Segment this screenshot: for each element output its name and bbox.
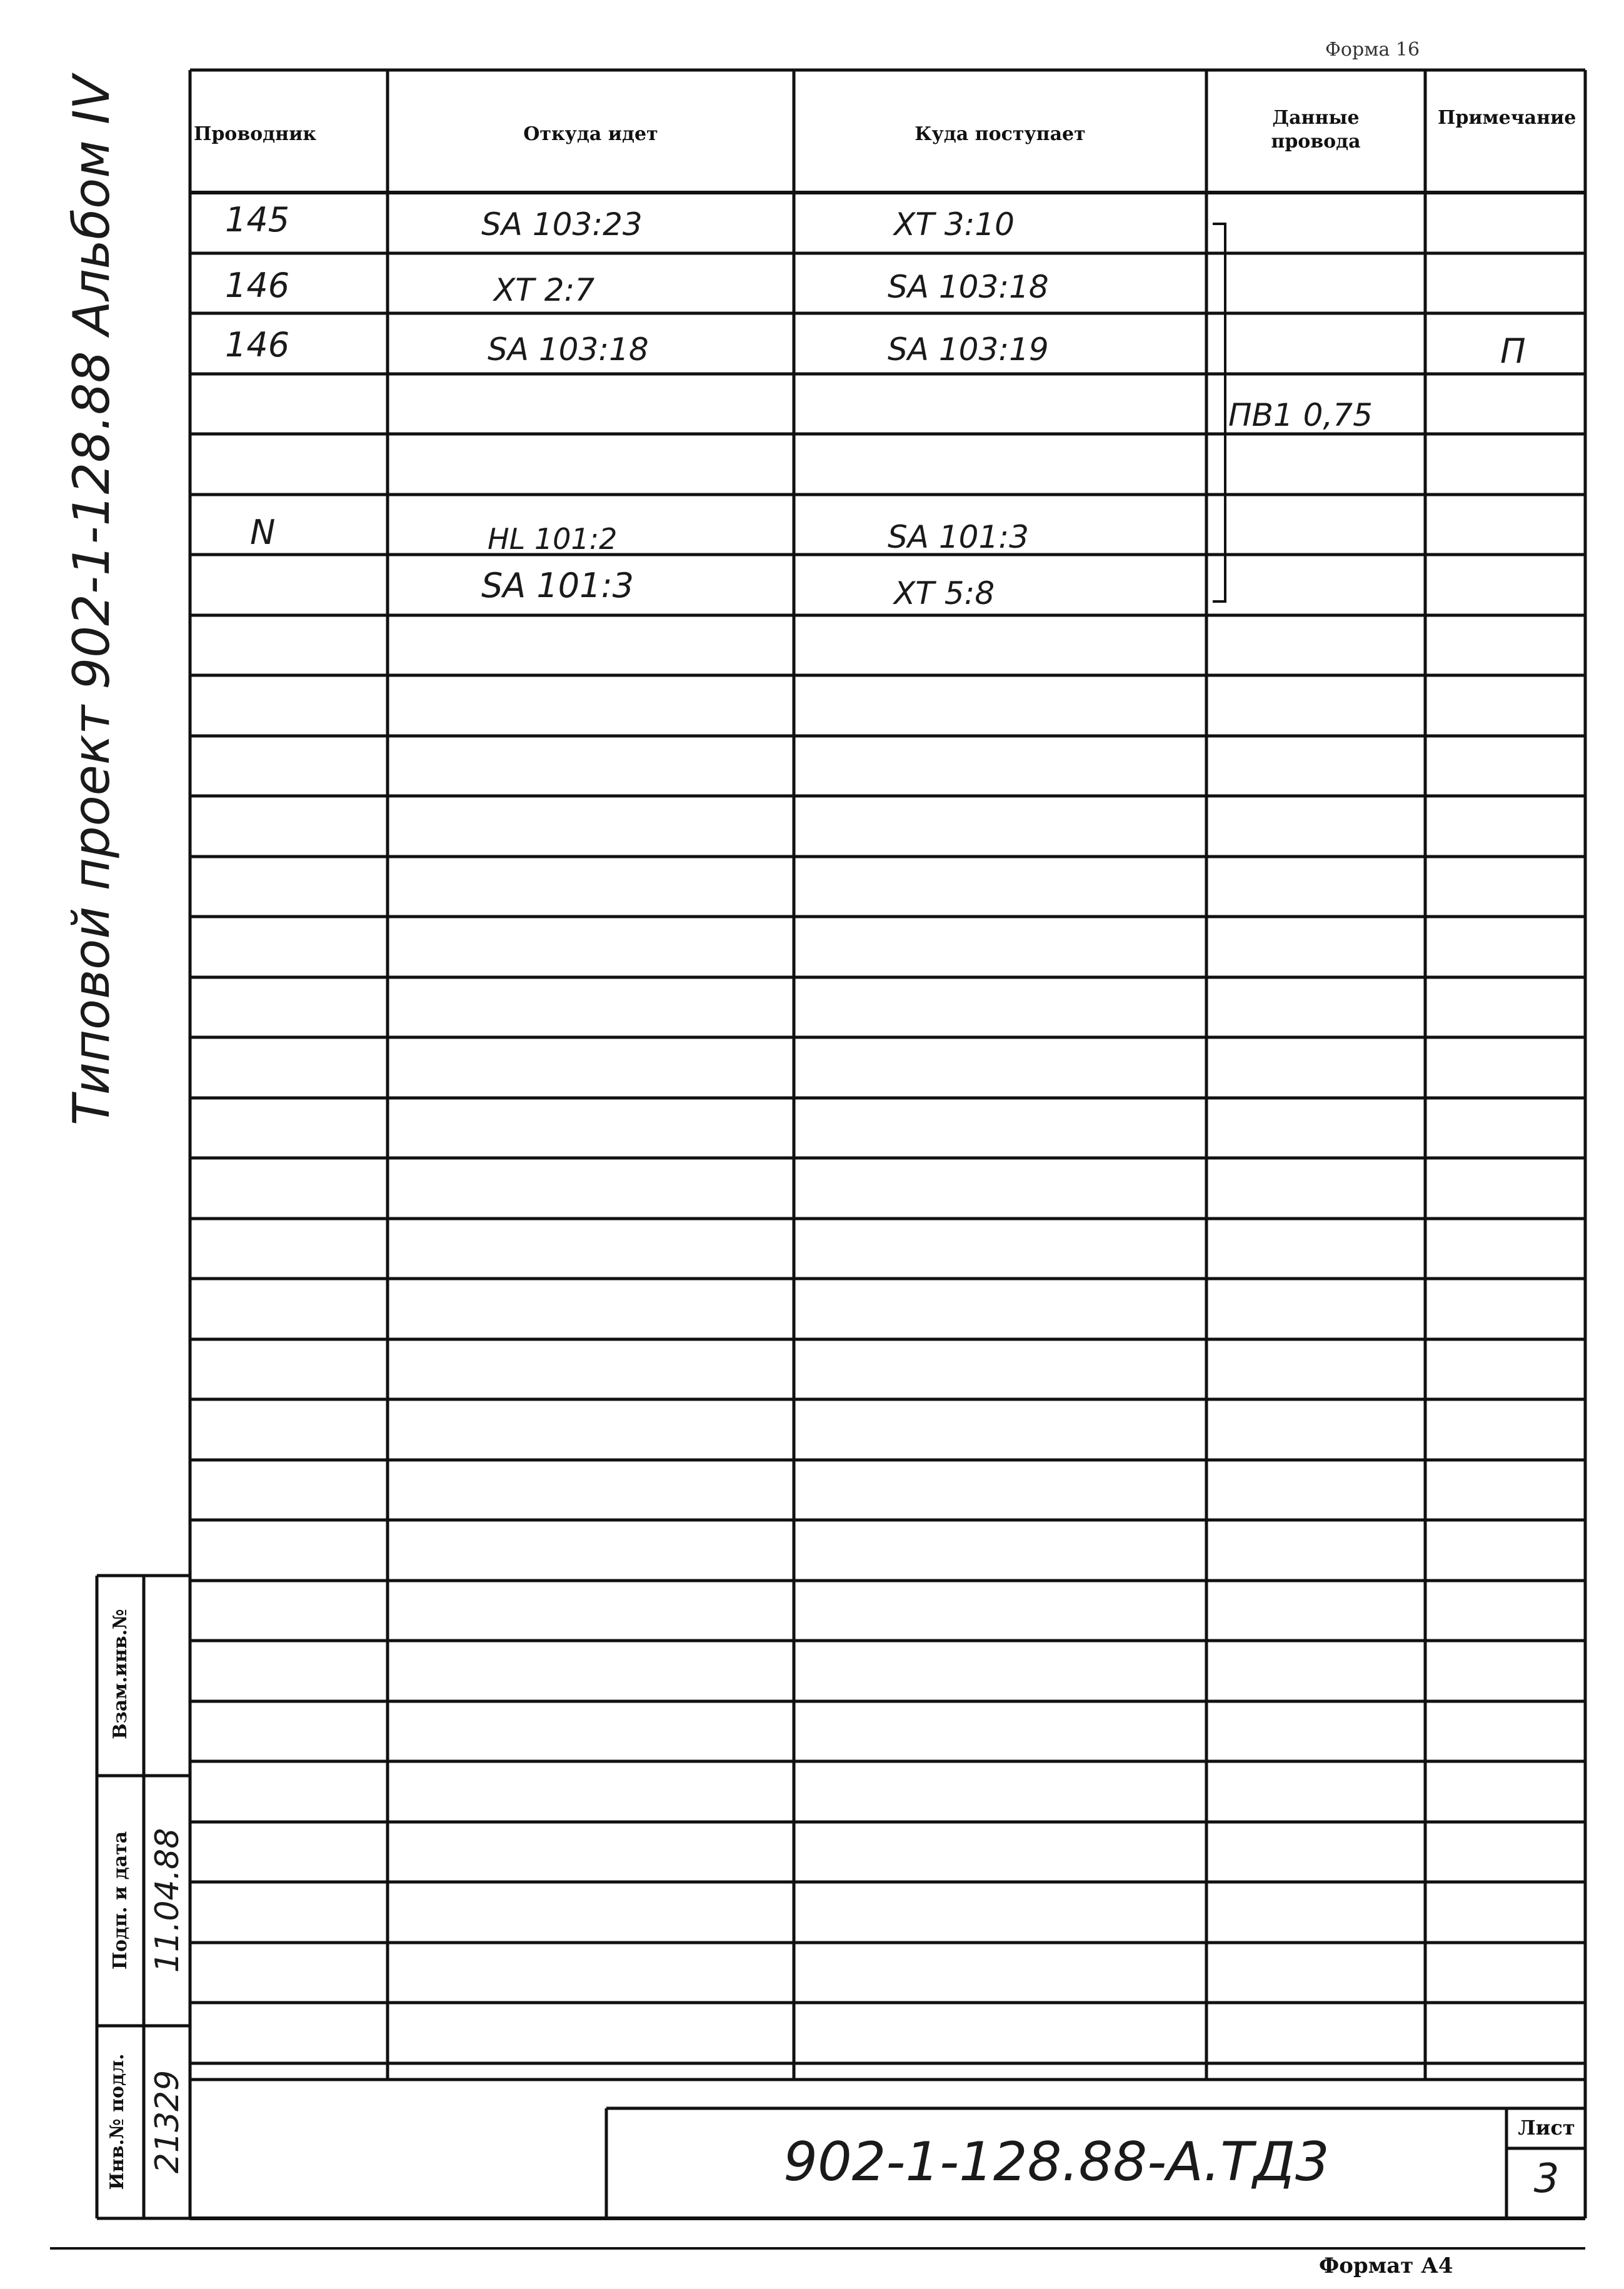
- stamp-inv-label: Инв.№ подл.: [106, 2053, 128, 2190]
- table-row: HL 101:2: [488, 522, 618, 556]
- sheet-number: 3: [1533, 2156, 1560, 2202]
- format-label: Формат А4: [1319, 2253, 1453, 2278]
- table-row: XT 5:8: [894, 575, 995, 611]
- sheet-label: Лист: [1518, 2116, 1575, 2140]
- table-row: SA 103:23: [481, 206, 643, 243]
- table-row: N: [250, 513, 276, 552]
- form-label: Форма 16: [1325, 39, 1420, 61]
- table-row: SA 101:3: [888, 519, 1029, 555]
- header-wire-data: Данные провода: [1271, 107, 1361, 153]
- table-row: ПВ1 0,75: [1228, 397, 1373, 433]
- side-title: [63, 75, 125, 1125]
- side-title-text: Типовой проект 902-1-128.88 Альбом IV: [63, 75, 121, 1125]
- header-wire: Проводник: [194, 123, 317, 145]
- table-row: SA 103:18: [488, 331, 649, 368]
- table-row: SA 103:18: [888, 269, 1049, 305]
- table-row: SA 103:19: [888, 331, 1049, 368]
- table-row: XT 2:7: [494, 272, 595, 308]
- stamp-replace-label: Взам.инв.№: [109, 1609, 131, 1739]
- table-row: 146: [225, 266, 290, 305]
- stamp-sign-date-label: Подп. и дата: [109, 1831, 131, 1970]
- header-to: Куда поступает: [915, 123, 1086, 145]
- table-row: 145: [225, 200, 290, 239]
- table-row: П: [1500, 331, 1526, 371]
- table-row: 146: [225, 325, 290, 365]
- stamp-sign-date-value: 11.04.88: [148, 1828, 186, 1973]
- doc-code: 902-1-128.88-А.ТД3: [783, 2131, 1330, 2193]
- table-row: XT 3:10: [894, 206, 1015, 243]
- table-row: SA 101:3: [481, 566, 634, 605]
- header-note: Примечание: [1438, 107, 1576, 129]
- header-from: Откуда идет: [523, 123, 658, 145]
- stamp-inv-value: 21329: [148, 2070, 186, 2174]
